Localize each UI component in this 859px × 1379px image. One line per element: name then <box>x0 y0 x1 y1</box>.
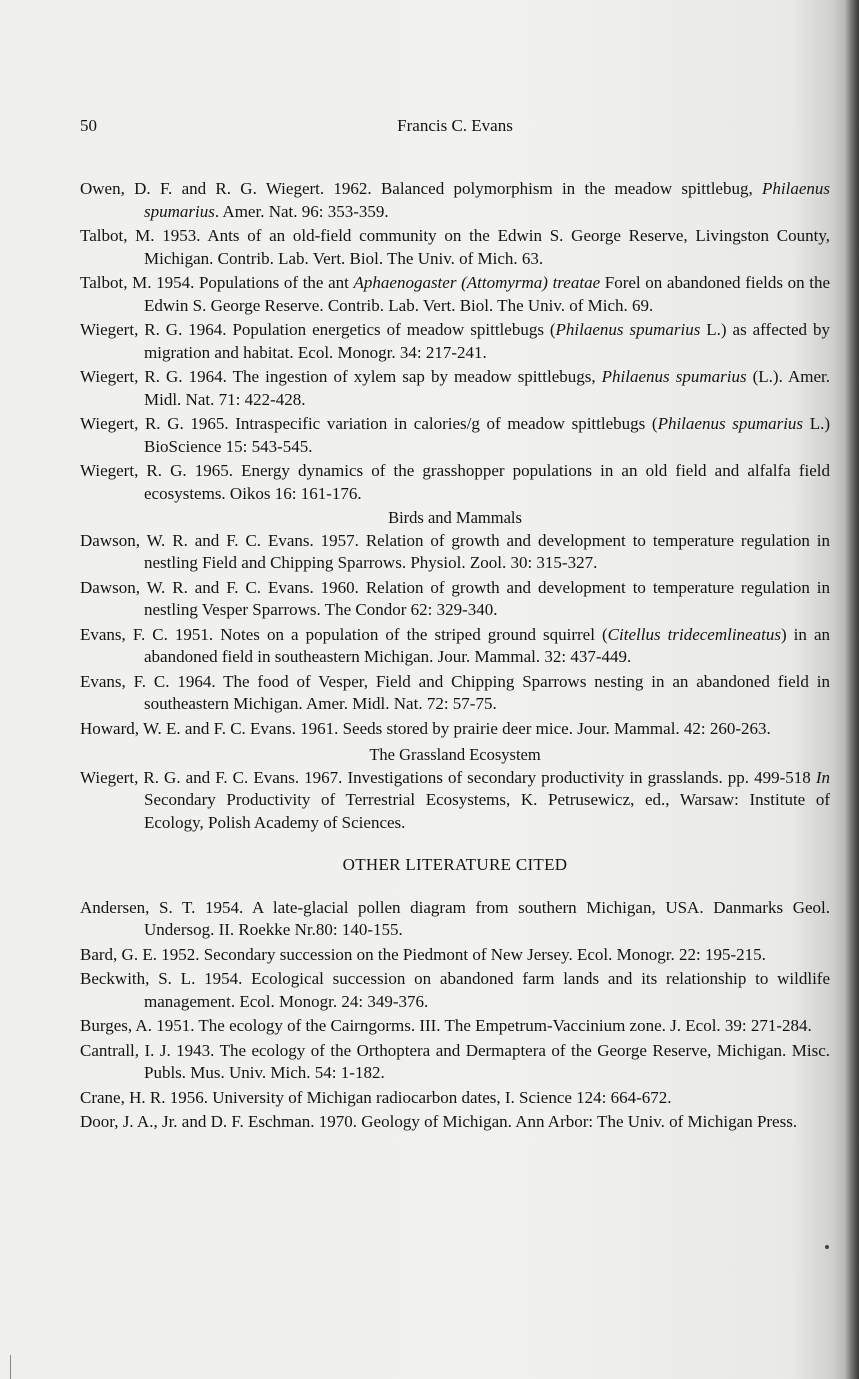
margin-mark <box>10 1355 11 1379</box>
reference-entry: Wiegert, R. G. 1964. Population energetics of meadow spittlebugs (Philaenus spumarius L.) as affected by migration and habitat. Ecol. Monogr. 34: 217-241. <box>80 320 831 362</box>
references-content <box>80 178 830 1136</box>
reference-entry: Beckwith, S. L. 1954. Ecological succession on abandoned farm lands and its relationship to wildlife management. Ecol. Monogr. 24: 349-376. <box>80 969 830 1011</box>
page-edge-shadow <box>845 0 859 1379</box>
reference-entry: Crane, H. R. 1956. University of Michigan radiocarbon dates, I. Science 124: 664-672. <box>80 1087 672 1107</box>
other-literature-heading: OTHER LITERATURE CITED <box>342 855 568 874</box>
reference-entry: Wiegert, R. G. 1964. The ingestion of xylem sap by meadow spittlebugs, Philaenus spumarius (L.). Amer. Midl. Nat. 71: 422-428. <box>80 367 830 409</box>
running-head: Francis C. Evans <box>397 116 513 135</box>
reference-entry: Door, J. A., Jr. and D. F. Eschman. 1970. Geology of Michigan. Ann Arbor: The Univ. of Michigan Press. <box>80 1112 798 1131</box>
ink-speck <box>825 1245 829 1249</box>
reference-entry: Talbot, M. 1954. Populations of the ant Aphaenogaster (Attomyrma) treatae Forel on abandoned fields on the Edwin S. George Reserve. Contrib. Lab. Vert. Biol. The Univ. of Mich. 69. <box>80 273 831 315</box>
reference-entry: Bard, G. E. 1952. Secondary succession on the Piedmont of New Jersey. Ecol. Monogr. 22: 195-215. <box>80 944 766 964</box>
birds-mammals-heading: Birds and Mammals <box>388 508 522 527</box>
page-header <box>80 116 830 140</box>
reference-entry: Burges, A. 1951. The ecology of the Cairngorms. III. The Empetrum-Vaccinium zone. J. Ecol. 39: 271-284. <box>80 1016 812 1035</box>
reference-entry: Evans, F. C. 1964. The food of Vesper, Field and Chipping Sparrows nesting in an abandoned field in southeastern Michigan. Amer. Midl. Nat. 72: 57-75. <box>80 671 830 713</box>
reference-entry: Dawson, W. R. and F. C. Evans. 1957. Relation of growth and development to temperature regulation in nestling Field and Chipping Sparrows. Physiol. Zool. 30: 315-327. <box>80 530 830 572</box>
reference-entry: Wiegert, R. G. 1965. Energy dynamics of the grasshopper populations in an old field and alfalfa field ecosystems. Oikos 16: 161-176. <box>80 461 830 503</box>
other-references <box>80 897 830 1134</box>
reference-entry: Cantrall, I. J. 1943. The ecology of the Orthoptera and Dermaptera of the George Reserve, Michigan. Misc. Publs. Mus. Univ. Mich. 54: 1-182. <box>80 1040 830 1082</box>
reference-entry: Talbot, M. 1953. Ants of an old-field community on the Edwin S. George Reserve, Livingston County, Michigan. Contrib. Lab. Vert. Biol. The Univ. of Mich. 63. <box>80 226 830 268</box>
grassland-references <box>80 767 830 835</box>
reference-entry: Wiegert, R. G. and F. C. Evans. 1967. Investigations of secondary productivity in grasslands. pp. 499-518 In Secondary Productivity of Terrestrial Ecosystems, K. Petrusewicz, ed., Warsaw: Institute of Ecology, Polish Academy of Sciences. <box>80 767 830 832</box>
section1-references <box>80 178 830 505</box>
reference-entry: Wiegert, R. G. 1965. Intraspecific variation in calories/g of meadow spittlebugs (Philaenus spumarius L.) BioScience 15: 543-545. <box>80 414 831 456</box>
reference-entry: Dawson, W. R. and F. C. Evans. 1960. Relation of growth and development to temperature regulation in nestling Vesper Sparrows. The Condor 62: 329-340. <box>80 577 830 619</box>
birds-references <box>80 530 830 741</box>
grassland-heading: The Grassland Ecosystem <box>369 745 541 764</box>
reference-entry: Howard, W. E. and F. C. Evans. 1961. Seeds stored by prairie deer mice. Jour. Mammal. 42: 260-263. <box>80 718 771 738</box>
reference-entry: Andersen, S. T. 1954. A late-glacial pollen diagram from southern Michigan, USA. Danmarks Geol. Undersog. II. Roekke Nr.80: 140-155. <box>80 897 830 939</box>
reference-entry: Owen, D. F. and R. G. Wiegert. 1962. Balanced polymorphism in the meadow spittlebug, Philaenus spumarius. Amer. Nat. 96: 353-359. <box>80 179 830 221</box>
reference-entry: Evans, F. C. 1951. Notes on a population of the striped ground squirrel (Citellus tridecemlineatus) in an abandoned field in southeastern Michigan. Jour. Mammal. 32: 437-449. <box>80 624 830 666</box>
page-number: 50 <box>80 116 97 135</box>
